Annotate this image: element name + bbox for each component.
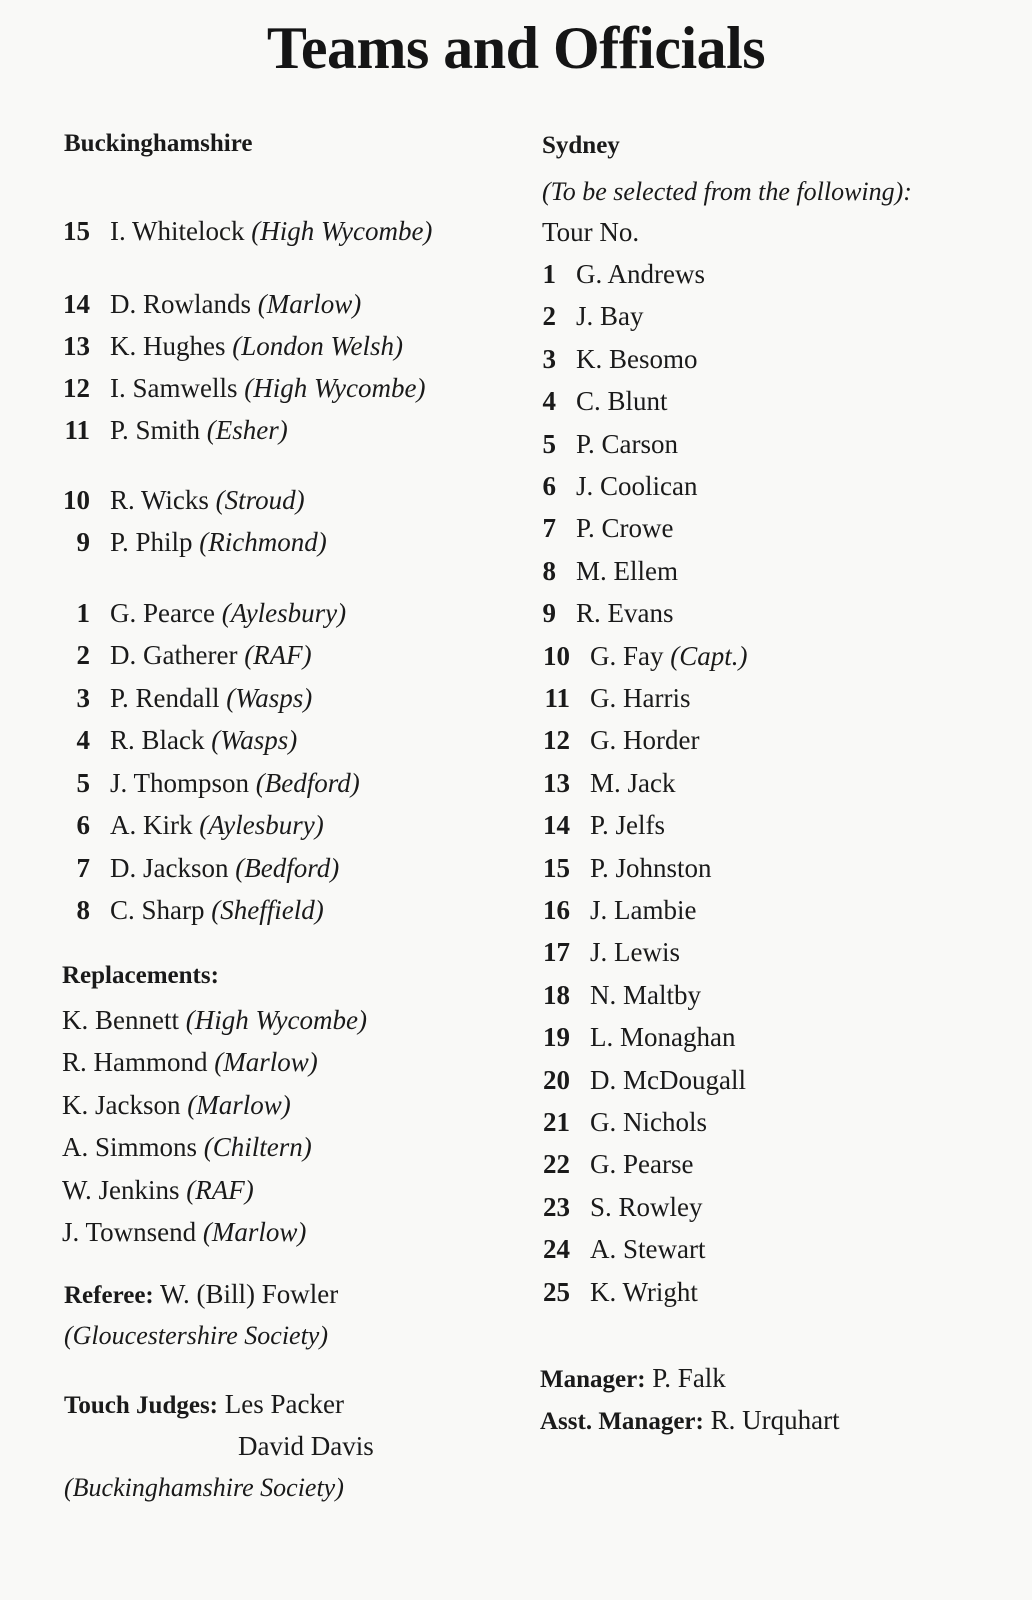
away-player-row [542, 682, 690, 714]
manager-name: P. Falk [652, 1363, 726, 1393]
player-number: 10 [63, 485, 90, 515]
player-name: G. Fay [590, 641, 664, 671]
referee-line [64, 1278, 338, 1312]
tour-number: 13 [543, 768, 570, 798]
player-name: P. Johnston [590, 853, 712, 883]
player-number: 8 [76, 895, 90, 925]
player-name: A. Kirk [110, 810, 193, 840]
player-name: I. Samwells [110, 373, 238, 403]
away-player-row [542, 1148, 693, 1180]
manager-label: Manager: [540, 1366, 646, 1393]
player-name: D. McDougall [590, 1065, 746, 1095]
player-club: (High Wycombe) [244, 373, 426, 403]
away-player-row [542, 597, 674, 629]
away-player-row [542, 385, 668, 417]
away-player-row [542, 809, 665, 841]
tour-number: 25 [543, 1277, 570, 1307]
referee-society: (Gloucestershire Society) [64, 1321, 328, 1350]
player-name: R. Wicks [110, 485, 209, 515]
replacement-name: A. Simmons [62, 1132, 198, 1162]
player-club: (Aylesbury) [199, 810, 324, 840]
player-club: (Marlow) [257, 289, 362, 319]
replacement-club: (Marlow) [187, 1090, 291, 1120]
away-player-row [542, 1276, 698, 1308]
player-number: 15 [63, 216, 90, 246]
away-player-row [542, 894, 696, 926]
player-number: 6 [76, 810, 90, 840]
player-name: J. Thompson [110, 768, 250, 798]
tour-number: 8 [542, 556, 556, 586]
home-player-row [60, 809, 324, 841]
player-club: (High Wycombe) [251, 216, 433, 246]
player-name: D. Jackson [110, 853, 229, 883]
touch-judges-label: Touch Judges: [64, 1392, 218, 1419]
replacements-heading: Replacements: [62, 962, 219, 989]
player-name: G. Pearse [590, 1149, 694, 1179]
tour-number: 4 [542, 386, 556, 416]
page-title: Teams and Officials [266, 15, 766, 81]
player-name: P. Crowe [576, 513, 674, 543]
player-number: 7 [76, 853, 90, 883]
home-player-row [60, 894, 324, 926]
away-player-row [542, 300, 644, 332]
player-number: 1 [76, 598, 90, 628]
player-number: 11 [64, 415, 90, 445]
replacement-row [62, 1174, 254, 1206]
player-name: R. Black [110, 725, 205, 755]
player-name: R. Evans [576, 598, 674, 628]
tour-number: 21 [543, 1107, 570, 1137]
tour-number: 5 [542, 429, 556, 459]
tour-number: 2 [542, 301, 556, 331]
tour-number: 15 [543, 853, 570, 883]
player-club: (Esher) [206, 415, 288, 445]
tour-number: 18 [543, 980, 570, 1010]
replacement-name: J. Townsend [62, 1217, 197, 1247]
player-name: J. Lewis [590, 937, 680, 967]
asst-manager-name: R. Urquhart [710, 1405, 840, 1435]
player-name: S. Rowley [590, 1192, 703, 1222]
away-player-row [542, 343, 698, 375]
home-player-row [60, 639, 312, 671]
home-player-row [60, 724, 297, 756]
player-name: J. Lambie [590, 895, 697, 925]
replacement-row [62, 1004, 367, 1036]
tour-number: 23 [543, 1192, 570, 1222]
away-player-row [542, 555, 678, 587]
home-player-row [60, 414, 288, 446]
touch-judges-line [64, 1388, 344, 1422]
asst-manager-line [540, 1404, 840, 1438]
replacement-row [62, 1089, 291, 1121]
tour-number: 1 [542, 259, 556, 289]
player-club: (Sheffield) [211, 895, 324, 925]
referee-label: Referee: [64, 1282, 154, 1309]
replacement-name: K. Jackson [62, 1090, 181, 1120]
away-player-row [542, 1064, 746, 1096]
player-name: P. Carson [576, 429, 679, 459]
player-number: 13 [63, 331, 90, 361]
player-club: (Bedford) [255, 768, 360, 798]
tour-number: 16 [543, 895, 570, 925]
home-player-row [60, 526, 327, 558]
player-name: M. Ellem [576, 556, 678, 586]
player-name: K. Hughes [110, 331, 226, 361]
tour-number: 7 [542, 513, 556, 543]
tour-number: 9 [542, 598, 556, 628]
player-name: K. Besomo [576, 344, 698, 374]
player-name: I. Whitelock [110, 216, 245, 246]
player-number: 14 [63, 289, 90, 319]
player-name: L. Monaghan [590, 1022, 736, 1052]
replacement-row [62, 1131, 312, 1163]
tour-number: 22 [543, 1149, 570, 1179]
player-number: 2 [76, 640, 90, 670]
away-player-row [542, 470, 698, 502]
player-name: G. Harris [590, 683, 691, 713]
player-name: K. Wright [590, 1277, 698, 1307]
away-team-heading: Sydney [542, 132, 620, 159]
player-name: J. Bay [576, 301, 644, 331]
home-player-row [60, 852, 339, 884]
player-name: G. Andrews [576, 259, 705, 289]
selection-note: (To be selected from the following): [542, 177, 912, 206]
away-player-row [542, 852, 712, 884]
player-name: A. Stewart [590, 1234, 706, 1264]
player-name: J. Coolican [576, 471, 698, 501]
player-number: 5 [76, 768, 90, 798]
player-name: P. Jelfs [590, 810, 666, 840]
replacement-club: (High Wycombe) [185, 1005, 367, 1035]
away-player-row [542, 640, 748, 672]
home-player-row [60, 372, 425, 404]
player-name: M. Jack [590, 768, 676, 798]
player-club: (Aylesbury) [221, 598, 347, 628]
tour-number: 10 [543, 641, 570, 671]
replacement-name: W. Jenkins [62, 1175, 180, 1205]
replacement-club: (RAF) [186, 1175, 254, 1205]
player-name: N. Maltby [590, 980, 701, 1010]
away-player-row [542, 428, 678, 460]
home-player-row [60, 288, 361, 320]
touch-judges-society: (Buckinghamshire Society) [64, 1473, 344, 1502]
player-club: (Bedford) [235, 853, 340, 883]
player-note: (Capt.) [670, 641, 748, 671]
player-number: 4 [76, 725, 90, 755]
player-club: (London Welsh) [232, 331, 404, 361]
away-player-row [542, 1021, 735, 1053]
replacement-name: R. Hammond [62, 1047, 208, 1077]
home-player-row [60, 484, 305, 516]
home-player-row [60, 215, 432, 247]
home-player-row [60, 330, 403, 362]
away-player-row [542, 1191, 703, 1223]
tour-number: 11 [544, 683, 570, 713]
away-player-row [542, 979, 701, 1011]
replacement-club: (Chiltern) [203, 1132, 312, 1162]
tour-number: 19 [543, 1022, 570, 1052]
away-player-row [542, 1233, 705, 1265]
away-player-row [542, 512, 674, 544]
tour-number: 17 [543, 937, 570, 967]
replacement-row [62, 1216, 306, 1248]
player-club: (Stroud) [215, 485, 305, 515]
replacement-name: K. Bennett [62, 1005, 179, 1035]
player-name: G. Pearce [110, 598, 215, 628]
manager-line [540, 1362, 726, 1396]
asst-manager-label: Asst. Manager: [540, 1408, 704, 1435]
tour-number: 12 [543, 725, 570, 755]
away-player-row [542, 767, 675, 799]
tour-number: 3 [542, 344, 556, 374]
player-name: G. Nichols [590, 1107, 707, 1137]
player-name: C. Blunt [576, 386, 668, 416]
player-club: (Wasps) [211, 725, 298, 755]
away-player-row [542, 936, 680, 968]
tour-number: 14 [543, 810, 570, 840]
player-club: (Wasps) [226, 683, 313, 713]
player-club: (RAF) [244, 640, 312, 670]
player-name: P. Smith [110, 415, 201, 445]
player-name: G. Horder [590, 725, 700, 755]
player-name: D. Gatherer [110, 640, 238, 670]
player-number: 12 [63, 373, 90, 403]
tour-number: 24 [543, 1234, 570, 1264]
player-name: P. Rendall [110, 683, 220, 713]
away-player-row [542, 724, 699, 756]
replacement-club: (Marlow) [202, 1217, 307, 1247]
home-player-row [60, 767, 360, 799]
home-team-heading: Buckinghamshire [64, 130, 253, 157]
touch-judge-2: David Davis [238, 1431, 374, 1461]
touch-judge-1: Les Packer [224, 1389, 344, 1419]
home-player-row [60, 682, 312, 714]
home-player-row [60, 597, 346, 629]
player-club: (Richmond) [199, 527, 327, 557]
player-name: P. Philp [110, 527, 193, 557]
tour-number: 20 [543, 1065, 570, 1095]
away-player-row [542, 258, 705, 290]
player-name: D. Rowlands [110, 289, 251, 319]
referee-name: W. (Bill) Fowler [160, 1279, 339, 1309]
tour-number-label: Tour No. [542, 217, 640, 247]
replacement-row [62, 1046, 318, 1078]
player-number: 9 [76, 527, 90, 557]
tour-number: 6 [542, 471, 556, 501]
player-number: 3 [76, 683, 90, 713]
away-player-row [542, 1106, 707, 1138]
replacement-club: (Marlow) [214, 1047, 318, 1077]
player-name: C. Sharp [110, 895, 205, 925]
